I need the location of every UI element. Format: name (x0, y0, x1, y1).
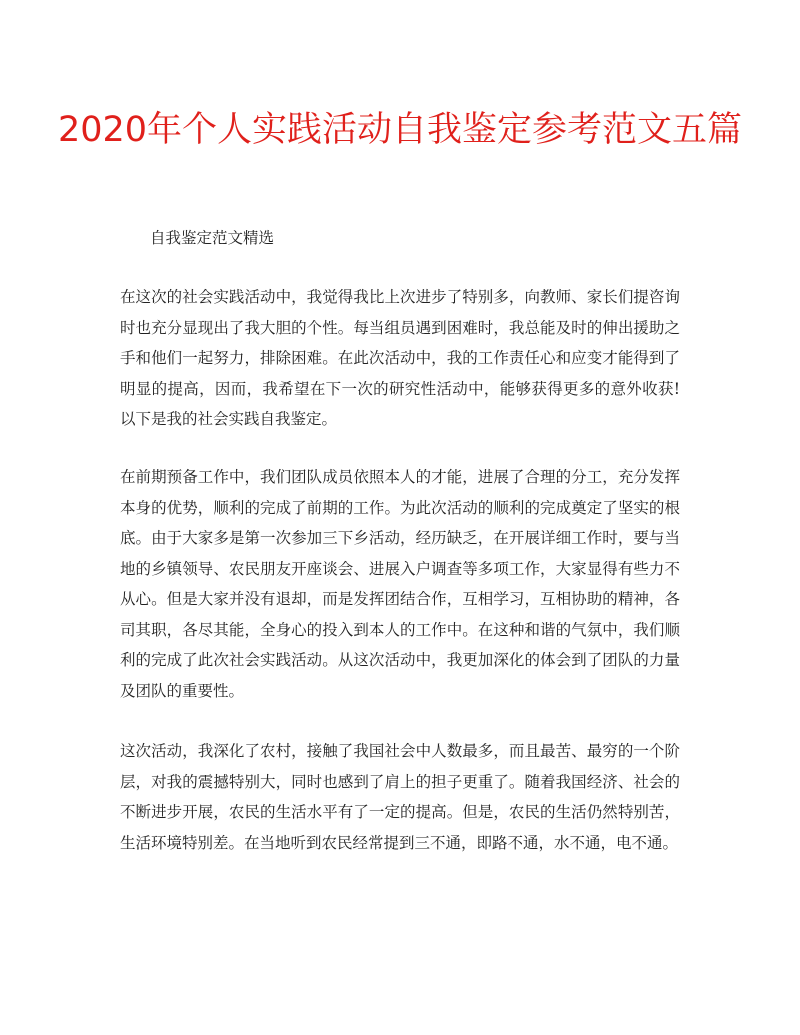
paragraph-1: 在这次的社会实践活动中，我觉得我比上次进步了特别多，向教师、家长们提咨询时也充分显现出了我大胆的个性。每当组员遇到困难时，我总能及时的伸出援助之手和他们一起努力，排除困难。在此次活动中，我的工作责任心和应变才能得到了明显的提高，因而，我希望在下一次的研究性活动中，能够获得更多的意外收获!以下是我的社会实践自我鉴定。 (120, 288, 680, 428)
document-subtitle: 自我鉴定范文精选 (150, 229, 275, 247)
paragraph-3: 这次活动，我深化了农村，接触了我国社会中人数最多，而且最苦、最穷的一个阶层，对我的震撼特别大，同时也感到了肩上的担子更重了。随着我国经济、社会的不断进步开展，农民的生活水平有了一定的提高。但是，农民的生活仍然特别苦，生活环境特别差。在当地听到农民经常提到三不通，即路不通，水不通，电不通。 (120, 742, 680, 852)
document-title: 2020年个人实践活动自我鉴定参考范文五篇 (57, 110, 743, 150)
paragraph-2: 在前期预备工作中，我们团队成员依照本人的才能，进展了合理的分工，充分发挥本身的优势，顺利的完成了前期的工作。为此次活动的顺利的完成奠定了坚实的根底。由于大家多是第一次参加三下乡活动，经历缺乏，在开展详细工作时，要与当地的乡镇领导、农民朋友开座谈会、进展入户调查等多项工作，大家显得有些力不从心。但是大家并没有退却，而是发挥团结合作，互相学习，互相协助的精神，各司其职，各尽其能，全身心的投入到本人的工作中。在这种和谐的气氛中，我们顺利的完成了此次社会实践活动。从这次活动中，我更加深化的体会到了团队的力量及团队的重要性。 (120, 468, 680, 700)
